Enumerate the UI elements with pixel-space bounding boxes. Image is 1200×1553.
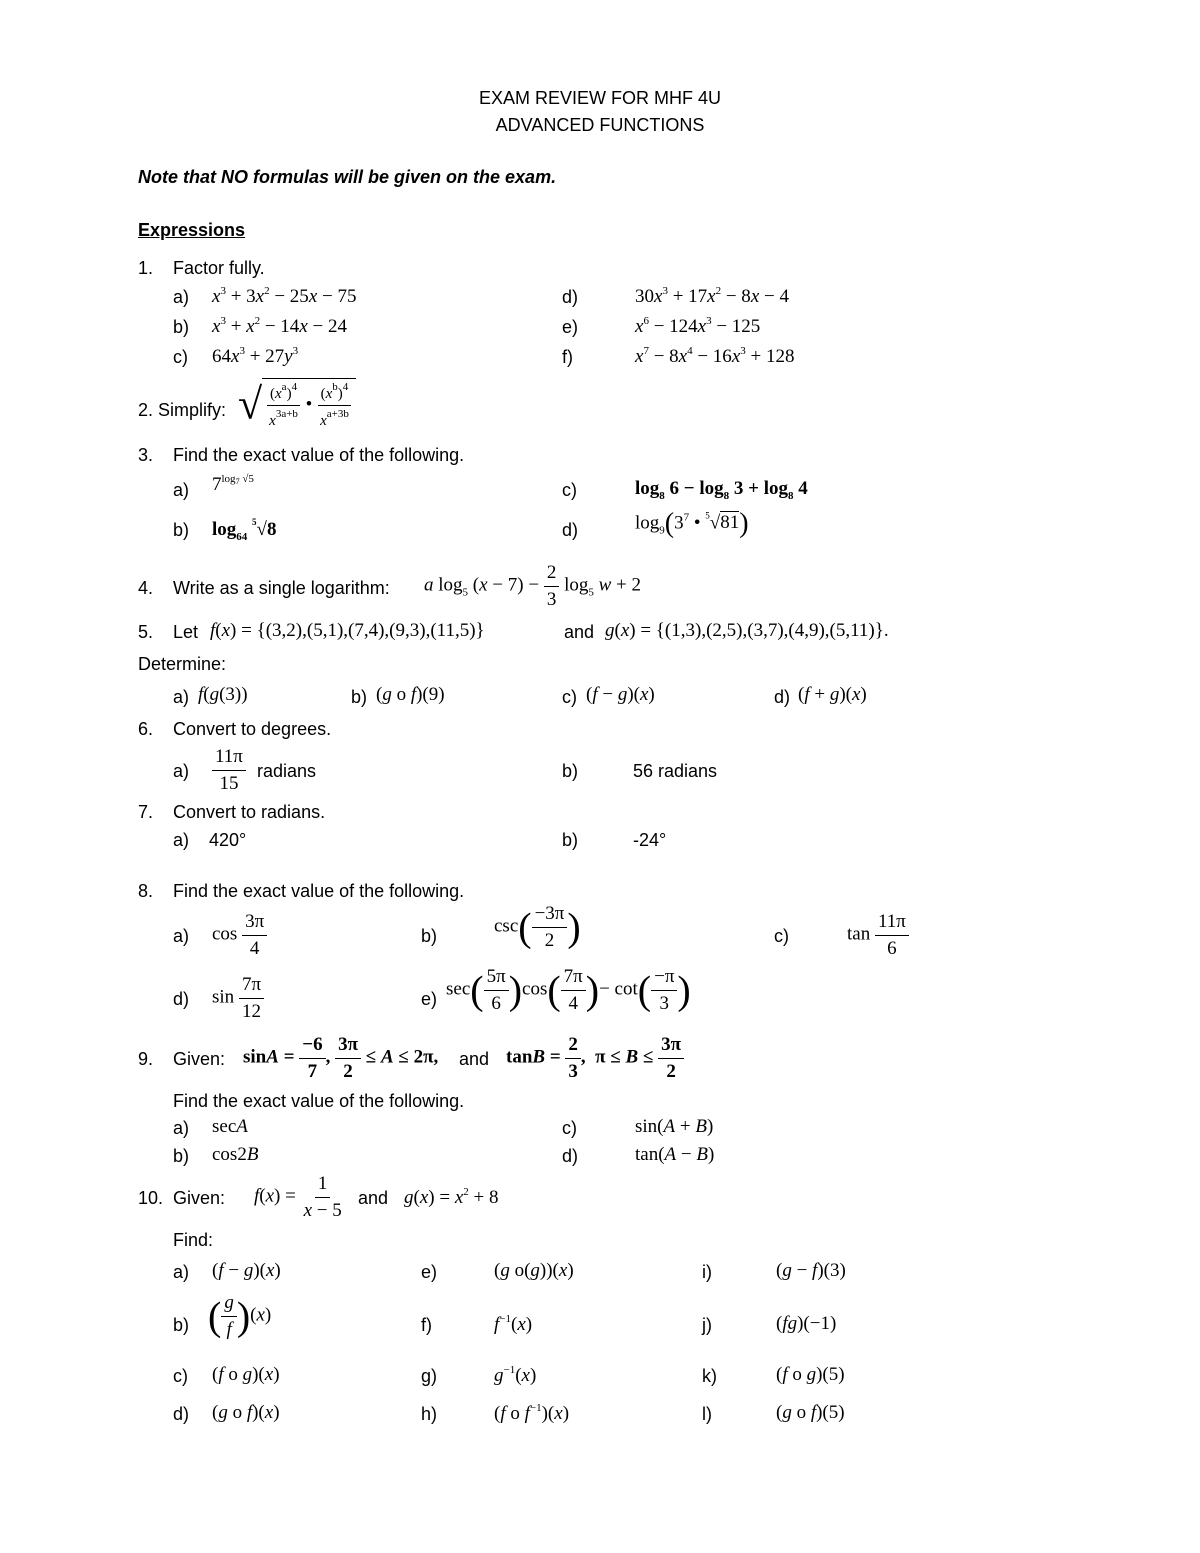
q9-d-expr: tan(A − B): [635, 1144, 715, 1165]
q6-b-expr: 56 radians: [633, 761, 718, 781]
q8-e-label: e): [421, 989, 438, 1009]
q5-d-expr: (f + g)(x): [798, 684, 867, 705]
q1-text: Factor fully.: [173, 258, 265, 278]
q3-d-expr: $\log_9(3^7$ • $^5$√81): [635, 508, 749, 539]
q10-k-label: k): [702, 1366, 717, 1386]
q5-c-expr: (f − g)(x): [586, 684, 655, 705]
q6-a-expr: $\frac{11\pi}{15}$: [212, 746, 246, 795]
q8-a-expr: cos $\frac{3\pi}{4}$: [212, 911, 267, 960]
q10-e-label: e): [421, 1262, 438, 1282]
q6-b-label: b): [562, 761, 579, 781]
q5-a-label: a): [173, 687, 190, 707]
q8-d-expr: sin $\frac{7\pi}{12}$: [212, 974, 264, 1023]
q10-c-label: c): [173, 1366, 188, 1386]
q7-number: 7.: [138, 802, 154, 822]
q1-b-expr: $x^3 + x^2 - 14x - 24$: [212, 315, 347, 337]
q10-a-label: a): [173, 1262, 190, 1282]
q1-c-expr: $64x^3 + 27y^3$: [212, 345, 299, 367]
q10-h-label: h): [421, 1404, 438, 1424]
title-line-1: EXAM REVIEW FOR MHF 4U: [478, 88, 721, 108]
q7-b-expr: -24°: [633, 830, 667, 850]
q9-c-label: c): [562, 1118, 577, 1138]
q1-e-label: e): [562, 317, 579, 337]
q6-a-radians: radians: [257, 761, 317, 781]
q1-f-label: f): [562, 347, 573, 367]
q10-i-label: i): [702, 1262, 712, 1282]
q3-b-expr: $\log_{64} ^5√8$: [212, 517, 277, 543]
q10-j-label: j): [702, 1315, 712, 1335]
q1-d-label: d): [562, 287, 579, 307]
q10-h-expr: (f o $f^{-1})(x)$: [494, 1402, 570, 1424]
q9-b-expr: cos2B: [212, 1144, 259, 1165]
q1-number: 1.: [138, 258, 154, 278]
q10-c-expr: (f o g)(x): [212, 1364, 280, 1385]
q9-d-label: d): [562, 1146, 579, 1166]
q7-a-label: a): [173, 830, 190, 850]
q5-f-set: f(x) = {(3,2),(5,1),(7,4),(9,3),(11,5)}: [210, 620, 485, 641]
q1-f-expr: $x^7 - 8x^4 - 16x^3 + 128$: [635, 345, 795, 367]
q1-d-expr: $30x^3 + 17x^2 - 8x - 4$: [635, 285, 789, 307]
q7-a-expr: 420°: [209, 830, 247, 850]
q1-c-label: c): [173, 347, 188, 367]
q8-d-label: d): [173, 989, 190, 1009]
q7-text: Convert to radians.: [173, 802, 326, 822]
q8-b-label: b): [421, 926, 438, 946]
q8-b-expr: csc( $\frac{-3\pi}{2}$ ): [494, 903, 581, 951]
q10-and: and: [358, 1188, 389, 1208]
q7-b-label: b): [562, 830, 579, 850]
q6-a-label: a): [173, 761, 190, 781]
q8-e-expr: sec( $\frac{5\pi}{6}$ )cos( $\frac{7\pi}{4}$ )− cot( $\frac{-\pi}{3}$ ): [446, 966, 691, 1014]
q9-c-expr: sin(A + B): [635, 1116, 714, 1137]
q9-and: and: [459, 1049, 490, 1069]
q5-a-expr: f(g(3)): [198, 684, 248, 705]
q5-let: Let: [173, 622, 199, 642]
q10-a-expr: (f − g)(x): [212, 1260, 281, 1281]
q10-j-expr: (fg)(−1): [776, 1313, 837, 1334]
q2-label: 2. Simplify:: [138, 400, 227, 420]
q3-b-label: b): [173, 520, 190, 540]
q10-find: Find:: [173, 1230, 214, 1250]
q10-f-def: f(x) = $\frac{1}{x - 5}$: [254, 1173, 342, 1221]
q3-a-expr: $7^{log_7 √5}$: [212, 473, 254, 495]
title-line-2: ADVANCED FUNCTIONS: [495, 115, 705, 135]
q1-e-expr: $x^6 - 124x^3 - 125$: [635, 315, 761, 337]
q10-number: 10.: [138, 1188, 164, 1208]
q4-number: 4.: [138, 578, 154, 598]
q5-and: and: [564, 622, 595, 642]
q10-k-expr: (f o g)(5): [776, 1364, 845, 1385]
q6-number: 6.: [138, 719, 154, 739]
q10-d-label: d): [173, 1404, 190, 1424]
q10-e-expr: (g o(g))(x): [494, 1260, 574, 1281]
q3-c-expr: $\log_8 6 - \log_8 3 + \log_8 4$: [635, 478, 808, 502]
q1-a-expr: $x^3 + 3x^2 - 25x - 75$: [212, 285, 357, 307]
q4-expr: a $\log_5 (x - 7)$ − $\frac{2}{3}$ $\log_5 w + 2$: [424, 562, 641, 610]
q8-c-expr: tan $\frac{11\pi}{6}$: [847, 911, 909, 960]
q6-text: Convert to degrees.: [173, 719, 332, 739]
q10-f-expr: $f^{-1}(x)$: [494, 1313, 533, 1335]
q10-given: Given:: [173, 1188, 226, 1208]
q9-b-label: b): [173, 1146, 190, 1166]
q10-l-expr: (g o f)(5): [776, 1402, 845, 1423]
q10-d-expr: (g o f)(x): [212, 1402, 280, 1423]
q9-number: 9.: [138, 1049, 154, 1069]
q1-a-label: a): [173, 287, 190, 307]
q8-a-label: a): [173, 926, 190, 946]
note: Note that NO formulas will be given on the exam.: [138, 167, 557, 187]
q5-g-set: g(x) = {(1,3),(2,5),(3,7),(4,9),(5,11)}.: [605, 620, 889, 641]
q3-d-label: d): [562, 520, 579, 540]
q9-text: Find the exact value of the following.: [173, 1091, 465, 1111]
q9-tanB: tanB = $\frac{2}{3}$ , π ≤ B ≤ $\frac{3\pi}{2}$: [506, 1034, 684, 1083]
q10-b-expr: ( $\frac{g}{f}$ )(x): [208, 1292, 272, 1340]
q8-number: 8.: [138, 881, 154, 901]
q10-g-label: g): [421, 1366, 438, 1386]
q10-i-expr: (g − f)(3): [776, 1260, 846, 1281]
q5-b-label: b): [351, 687, 368, 707]
q3-text: Find the exact value of the following.: [173, 445, 465, 465]
q3-a-label: a): [173, 480, 190, 500]
q10-l-label: l): [702, 1404, 712, 1424]
q1-b-label: b): [173, 317, 190, 337]
q9-a-label: a): [173, 1118, 190, 1138]
q2-expr: √ $\frac{(x^a)^4}{x^{3a+b}}$ • $\frac{(x^b)^4}{x^{a+3b}}$: [238, 378, 356, 431]
q3-c-label: c): [562, 480, 577, 500]
q10-f-label: f): [421, 1315, 432, 1335]
q9-a-expr: secA: [212, 1116, 248, 1137]
q4-text: Write as a single logarithm:: [173, 578, 390, 598]
q9-sinA: sinA = $\frac{-6}{7}$ , $\frac{3\pi}{2}$ ≤ A ≤ 2π,: [243, 1034, 439, 1082]
q10-b-label: b): [173, 1315, 190, 1335]
q5-c-label: c): [562, 687, 577, 707]
q10-g-expr: $g^{-1}(x)$: [494, 1364, 537, 1386]
q10-g-def: $g(x) = x^2 + 8$: [404, 1186, 499, 1208]
q8-text: Find the exact value of the following.: [173, 881, 465, 901]
q9-given: Given:: [173, 1049, 226, 1069]
q5-number: 5.: [138, 622, 154, 642]
section-heading: Expressions: [138, 220, 246, 240]
q5-d-label: d): [774, 687, 791, 707]
q8-c-label: c): [774, 926, 789, 946]
q5-b-expr: (g o f)(9): [376, 684, 445, 705]
q3-number: 3.: [138, 445, 154, 465]
q5-determine: Determine:: [138, 654, 227, 674]
